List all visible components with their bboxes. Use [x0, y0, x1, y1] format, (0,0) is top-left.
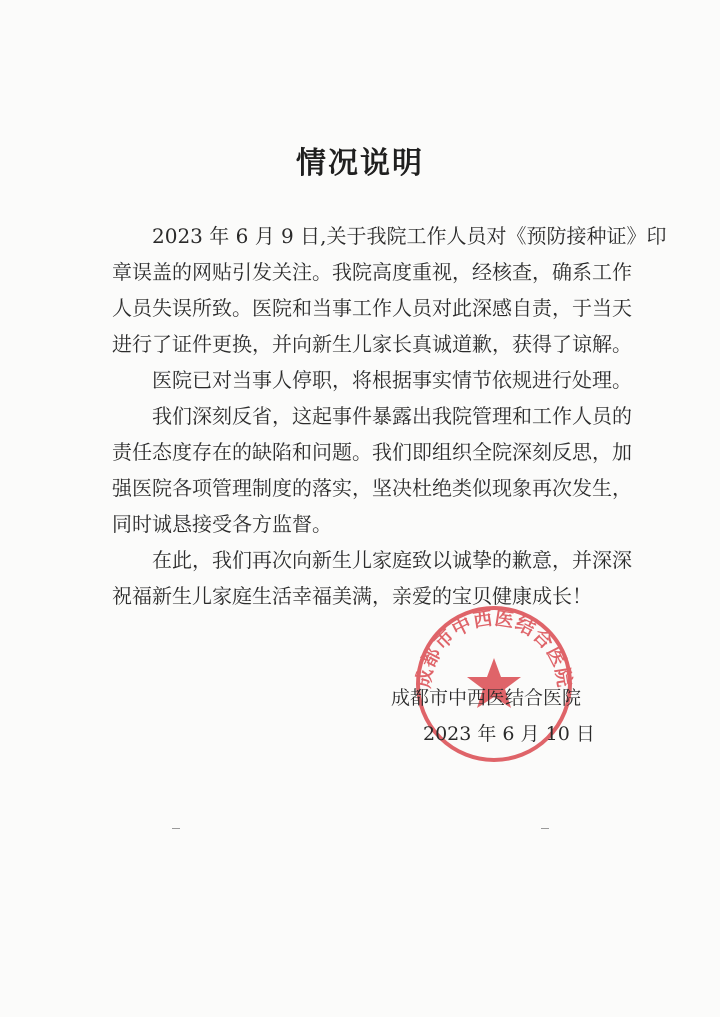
scan-mark [172, 828, 180, 829]
scan-mark [541, 828, 549, 829]
text-line: 2023 年 6 月 9 日,关于我院工作人员对《预防接种证》印 [152, 224, 667, 248]
text-line: 祝福新生儿家庭生活幸福美满，亲爱的宝贝健康成长！ [112, 584, 592, 608]
text-line: 我们深刻反省，这起事件暴露出我院管理和工作人员的 [152, 404, 632, 428]
text-line: 章误盖的网贴引发关注。我院高度重视，经核查，确系工作 [112, 260, 632, 284]
document-body [112, 218, 667, 614]
signature-organization: 成都市中西医结合医院 [391, 687, 582, 709]
svg-text:成都市中西医结合医院: 成都市中西医结合医院 [412, 607, 576, 690]
paragraph-3 [112, 398, 632, 542]
text-line: 在此，我们再次向新生儿家庭致以诚挚的歉意，并深深 [152, 548, 632, 572]
text-line: 责任态度存在的缺陷和问题。我们即组织全院深刻反思，加 [112, 440, 632, 464]
paragraph-2 [112, 362, 632, 398]
text-line: 医院已对当事人停职，将根据事实情节依规进行处理。 [152, 368, 632, 392]
document-title: 情况说明 [296, 146, 424, 181]
paragraph-1 [112, 218, 667, 362]
signature-date: 2023 年 6 月 10 日 [423, 723, 595, 745]
text-line: 同时诚恳接受各方监督。 [112, 512, 332, 536]
text-line: 进行了证件更换，并向新生儿家长真诚道歉，获得了谅解。 [112, 332, 632, 356]
text-line: 强医院各项管理制度的落实，坚决杜绝类似现象再次发生， [112, 476, 632, 500]
text-line: 人员失误所致。医院和当事工作人员对此深感自责，于当天 [112, 296, 632, 320]
